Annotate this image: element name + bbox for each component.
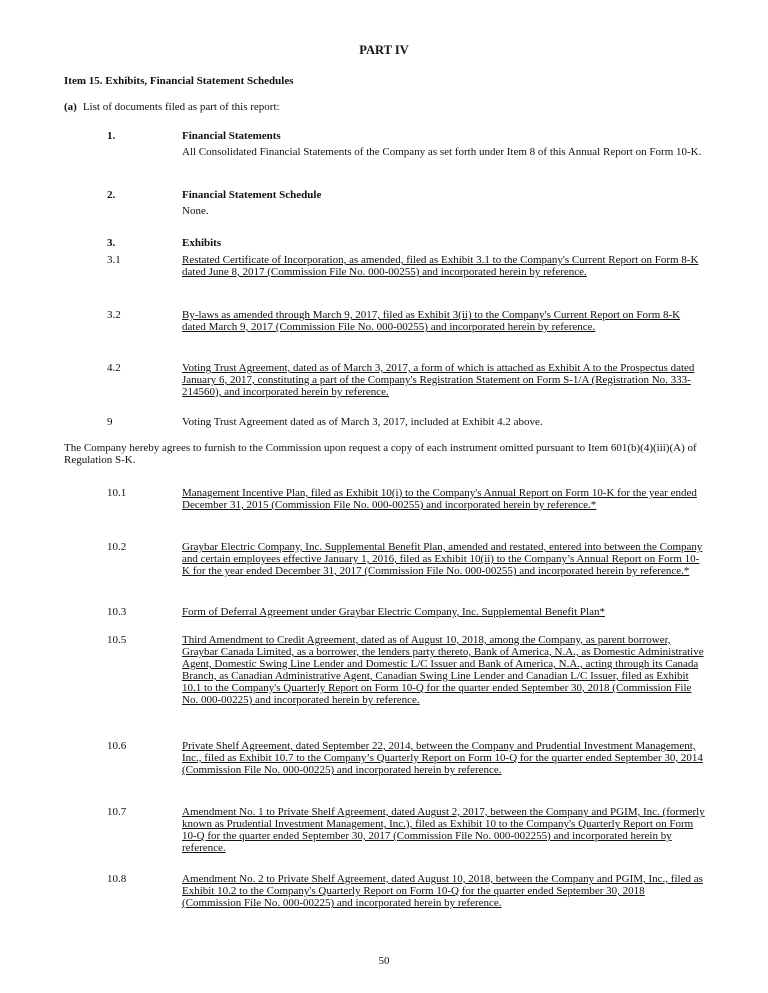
exhibit-number: 10.3 bbox=[107, 606, 127, 618]
exhibit-number: 10.1 bbox=[107, 487, 127, 499]
page-title: PART IV bbox=[359, 43, 409, 57]
exhibit-link[interactable]: Restated Certificate of Incorporation, as amended, filed as Exhibit 3.1 to the Company's Current Report on Form 8-K dated June 8, 2017 (Commission File No. 000-00255) and incorporated herein by reference. bbox=[182, 254, 699, 278]
section-number: 1. bbox=[107, 130, 116, 142]
exhibit-number: 10.5 bbox=[107, 634, 127, 646]
section-content bbox=[182, 237, 705, 249]
item-heading: Item 15. Exhibits, Financial Statement Schedules bbox=[64, 75, 294, 87]
exhibit-link[interactable]: Graybar Electric Company, Inc. Supplemental Benefit Plan, amended and restated, entered into between the Company and certain employees effective January 1, 2016, filed as Exhibit 10(ii) to the Company’s Annual Report on Form 10-K for the year ended December 31, 2017 (Commission File No. 000-00255) and incorporated herein by reference.* bbox=[182, 541, 703, 577]
section-number: 2. bbox=[107, 189, 116, 201]
exhibit-link[interactable]: Voting Trust Agreement, dated as of March 3, 2017, a form of which is attached as Exhibit A to the Prospectus dated January 6, 2017, constituting a part of the Company's Registration Statement on Form S-1/A (Registration No. 333-214560), and incorporated herein by reference. bbox=[182, 362, 695, 398]
section-text: All Consolidated Financial Statements of the Company as set forth under Item 8 of this Annual Report on Form 10-K. bbox=[182, 146, 702, 158]
list-intro-label: (a) bbox=[64, 101, 77, 113]
exhibit-link[interactable]: Form of Deferral Agreement under Graybar Electric Company, Inc. Supplemental Benefit Plan* bbox=[182, 606, 605, 618]
section-title: Exhibits bbox=[182, 237, 222, 249]
exhibit-text: Voting Trust Agreement dated as of March 3, 2017, included at Exhibit 4.2 above. bbox=[182, 416, 543, 428]
exhibit-number: 10.7 bbox=[107, 806, 127, 818]
exhibit-link[interactable]: Management Incentive Plan, filed as Exhibit 10(i) to the Company's Annual Report on Form 10-K for the year ended December 31, 2015 (Commission File No. 000-00255) and incorporated herein by reference.* bbox=[182, 487, 697, 511]
section-content bbox=[182, 189, 705, 217]
exhibit-number: 9 bbox=[107, 416, 113, 428]
exhibit-link[interactable]: Amendment No. 2 to Private Shelf Agreement, dated August 10, 2018, between the Company and PGIM, Inc., filed as Exhibit 10.2 to the Company's Quarterly Report on Form 10-Q for the quarter ended September 30, 2018 (Commission File No. 000-00225) and incorporated herein by reference. bbox=[182, 873, 703, 909]
list-intro bbox=[64, 101, 280, 113]
section-title: Financial Statement Schedule bbox=[182, 189, 322, 201]
exhibit-link[interactable]: By-laws as amended through March 9, 2017, filed as Exhibit 3(ii) to the Company's Current Report on Form 8-K dated March 9, 2017 (Commission File No. 000-00255) and incorporated herein by reference. bbox=[182, 309, 681, 333]
list-intro-text: List of documents filed as part of this report: bbox=[82, 101, 280, 113]
exhibit-number: 10.6 bbox=[107, 740, 127, 752]
paragraph: The Company hereby agrees to furnish to the Commission upon request a copy of each instrument omitted pursuant to Item 601(b)(4)(iii)(A) of Regulation S-K. bbox=[64, 442, 697, 466]
exhibit-link[interactable]: Amendment No. 1 to Private Shelf Agreement, dated August 2, 2017, between the Company and PGIM, Inc. (formerly known as Prudential Investment Management, Inc.), filed as Exhibit 10 to the Company's Quarterly Report on Form 10-Q for the quarter ended September 30, 2017 (Commission File No. 000-002255) and incorporated herein by reference. bbox=[182, 806, 705, 854]
exhibit-number: 10.2 bbox=[107, 541, 127, 553]
exhibit-number: 10.8 bbox=[107, 873, 127, 885]
page-number: 50 bbox=[378, 955, 390, 967]
exhibit-number: 3.1 bbox=[107, 254, 121, 266]
section-number: 3. bbox=[107, 237, 116, 249]
section-content bbox=[182, 130, 705, 158]
section-text: None. bbox=[182, 205, 209, 217]
exhibit-link[interactable]: Private Shelf Agreement, dated September 22, 2014, between the Company and Prudential Investment Management, Inc., filed as Exhibit 10.7 to the Company’s Quarterly Report on Form 10-Q for the quarter ended September 30, 2014 (Commission File No. 000-00225) and incorporated herein by reference. bbox=[182, 740, 703, 776]
section-title: Financial Statements bbox=[182, 130, 281, 142]
exhibit-link[interactable]: Third Amendment to Credit Agreement, dated as of August 10, 2018, among the Company, as parent borrower, Graybar Canada Limited, as a borrower, the lenders party thereto, Bank of America, N.A., as Domestic Administrative Agent, Domestic Swing Line Lender and Domestic L/C Issuer and Bank of America, N.A., acting through its Canada Branch, as Canadian Administrative Agent, Canadian Swing Line Lender and Canadian L/C Issuer, filed as Exhibit 10.1 to the Company's Quarterly Report on Form 10-Q for the quarter ended September 30, 2018 (Commission File No. 000-00225) and incorporated herein by reference. bbox=[182, 634, 704, 706]
exhibit-number: 3.2 bbox=[107, 309, 121, 321]
exhibit-number: 4.2 bbox=[107, 362, 121, 374]
